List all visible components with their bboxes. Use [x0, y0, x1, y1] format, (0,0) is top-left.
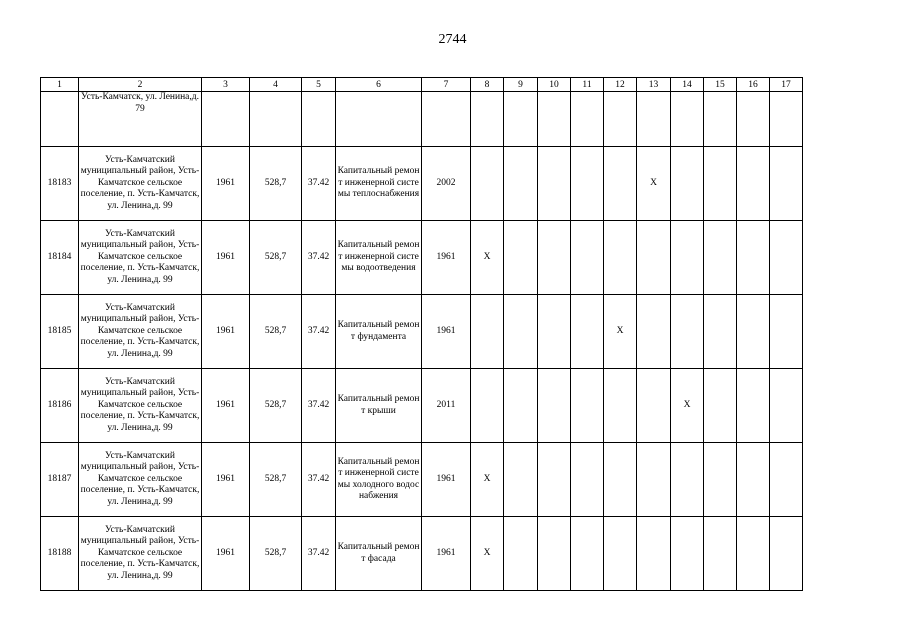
cell-mark: X — [604, 295, 637, 369]
cell-empty — [770, 221, 803, 295]
cell-empty — [704, 295, 737, 369]
cell-id: 18185 — [41, 295, 79, 369]
cell-empty — [637, 92, 671, 147]
cell-year-built: 1961 — [202, 369, 250, 443]
cell-address: Усть-Камчатский муниципальный район, Усть-Камчатское сельское поселение, п. Усть-Камчатск, ул. Ленина,д. 99 — [79, 517, 202, 591]
column-number: 13 — [637, 78, 671, 92]
column-number: 12 — [604, 78, 637, 92]
cell-year-repair: 1961 — [422, 295, 471, 369]
column-number: 3 — [202, 78, 250, 92]
cell-empty — [770, 295, 803, 369]
cell-wear: 37.42 — [302, 221, 336, 295]
table-row — [41, 147, 803, 221]
table-body — [41, 78, 803, 591]
cell-empty — [770, 92, 803, 147]
cell-empty — [604, 221, 637, 295]
cell-empty — [704, 92, 737, 147]
cell-empty — [637, 221, 671, 295]
cell-empty — [737, 295, 770, 369]
cell-empty — [571, 295, 604, 369]
cell-id: 18186 — [41, 369, 79, 443]
cell-empty — [737, 517, 770, 591]
cell-area: 528,7 — [250, 369, 302, 443]
column-number: 15 — [704, 78, 737, 92]
cell-empty — [471, 147, 504, 221]
cell-wear: 37.42 — [302, 369, 336, 443]
cell-empty — [604, 147, 637, 221]
cell-address: Усть-Камчатский муниципальный район, Усть-Камчатское сельское поселение, п. Усть-Камчатск, ул. Ленина,д. 99 — [79, 443, 202, 517]
cell-area: 528,7 — [250, 295, 302, 369]
cell-mark: X — [637, 147, 671, 221]
cell-empty — [770, 369, 803, 443]
cell-empty — [504, 295, 538, 369]
column-number: 4 — [250, 78, 302, 92]
cell-mark: X — [471, 443, 504, 517]
column-number: 10 — [538, 78, 571, 92]
cell-empty — [737, 147, 770, 221]
cell-address: Усть-Камчатский муниципальный район, Усть-Камчатское сельское поселение, п. Усть-Камчатск, ул. Ленина,д. 99 — [79, 369, 202, 443]
cell-work: Капитальный ремонт инженерной системы холодного водоснабжения — [336, 443, 422, 517]
cell-empty — [504, 147, 538, 221]
cell-work: Капитальный ремонт инженерной системы теплоснабжения — [336, 147, 422, 221]
continued-row — [41, 92, 803, 147]
column-number: 5 — [302, 78, 336, 92]
cell-empty — [604, 443, 637, 517]
cell-empty — [737, 221, 770, 295]
cell-empty — [637, 517, 671, 591]
cell-address: Усть-Камчатск, ул. Ленина,д. 79 — [79, 92, 202, 147]
column-number: 1 — [41, 78, 79, 92]
cell-empty — [704, 147, 737, 221]
cell-empty — [704, 221, 737, 295]
cell-id: 18188 — [41, 517, 79, 591]
cell-address: Усть-Камчатский муниципальный район, Усть-Камчатское сельское поселение, п. Усть-Камчатск, ул. Ленина,д. 99 — [79, 295, 202, 369]
cell-empty — [770, 517, 803, 591]
cell-mark: X — [471, 221, 504, 295]
cell-year-built: 1961 — [202, 443, 250, 517]
page-number: 2744 — [438, 32, 467, 47]
cell-id: 18187 — [41, 443, 79, 517]
cell-empty — [422, 92, 471, 147]
column-number: 14 — [671, 78, 704, 92]
cell-work: Капитальный ремонт крыши — [336, 369, 422, 443]
cell-work: Капитальный ремонт фундамента — [336, 295, 422, 369]
cell-empty — [737, 92, 770, 147]
cell-empty — [737, 369, 770, 443]
cell-empty — [571, 221, 604, 295]
cell-area: 528,7 — [250, 147, 302, 221]
cell-empty — [604, 92, 637, 147]
cell-empty — [571, 369, 604, 443]
cell-work: Капитальный ремонт инженерной системы водоотведения — [336, 221, 422, 295]
cell-empty — [737, 443, 770, 517]
cell-empty — [302, 92, 336, 147]
cell-empty — [671, 443, 704, 517]
column-number: 6 — [336, 78, 422, 92]
cell-empty — [671, 147, 704, 221]
cell-empty — [637, 295, 671, 369]
cell-empty — [538, 221, 571, 295]
cell-empty — [704, 369, 737, 443]
cell-work: Капитальный ремонт фасада — [336, 517, 422, 591]
cell-empty — [770, 443, 803, 517]
cell-year-built: 1961 — [202, 517, 250, 591]
cell-wear: 37.42 — [302, 443, 336, 517]
table-row — [41, 221, 803, 295]
cell-empty — [538, 517, 571, 591]
cell-empty — [671, 517, 704, 591]
cell-empty — [538, 443, 571, 517]
column-number: 2 — [79, 78, 202, 92]
cell-empty — [538, 295, 571, 369]
table-row — [41, 295, 803, 369]
cell-empty — [704, 517, 737, 591]
cell-year-built: 1961 — [202, 147, 250, 221]
cell-empty — [637, 369, 671, 443]
cell-address: Усть-Камчатский муниципальный район, Усть-Камчатское сельское поселение, п. Усть-Камчатск, ул. Ленина,д. 99 — [79, 221, 202, 295]
cell-year-repair: 2011 — [422, 369, 471, 443]
cell-year-repair: 2002 — [422, 147, 471, 221]
cell-empty — [504, 92, 538, 147]
cell-empty — [571, 443, 604, 517]
column-number: 17 — [770, 78, 803, 92]
cell-empty — [604, 517, 637, 591]
cell-empty — [770, 147, 803, 221]
cell-empty — [571, 517, 604, 591]
cell-empty — [604, 369, 637, 443]
cell-wear: 37.42 — [302, 295, 336, 369]
cell-area: 528,7 — [250, 221, 302, 295]
cell-empty — [504, 221, 538, 295]
cell-empty — [671, 295, 704, 369]
column-number: 11 — [571, 78, 604, 92]
cell-empty — [504, 443, 538, 517]
cell-empty — [671, 92, 704, 147]
cell-empty — [504, 369, 538, 443]
cell-wear: 37.42 — [302, 517, 336, 591]
column-number: 9 — [504, 78, 538, 92]
cell-empty — [471, 369, 504, 443]
cell-area: 528,7 — [250, 443, 302, 517]
cell-area: 528,7 — [250, 517, 302, 591]
cell-empty — [571, 147, 604, 221]
cell-empty — [202, 92, 250, 147]
cell-empty — [538, 147, 571, 221]
cell-empty — [41, 92, 79, 147]
cell-empty — [471, 295, 504, 369]
cell-empty — [637, 443, 671, 517]
cell-mark: X — [471, 517, 504, 591]
cell-empty — [504, 517, 538, 591]
register-table — [40, 77, 803, 591]
column-number: 8 — [471, 78, 504, 92]
cell-id: 18184 — [41, 221, 79, 295]
cell-year-repair: 1961 — [422, 443, 471, 517]
cell-empty — [571, 92, 604, 147]
cell-year-repair: 1961 — [422, 517, 471, 591]
table-row — [41, 369, 803, 443]
cell-wear: 37.42 — [302, 147, 336, 221]
cell-mark: X — [671, 369, 704, 443]
cell-address: Усть-Камчатский муниципальный район, Усть-Камчатское сельское поселение, п. Усть-Камчатск, ул. Ленина,д. 99 — [79, 147, 202, 221]
column-number: 16 — [737, 78, 770, 92]
cell-empty — [538, 369, 571, 443]
table-row — [41, 443, 803, 517]
cell-empty — [471, 92, 504, 147]
cell-year-repair: 1961 — [422, 221, 471, 295]
column-number-row — [41, 78, 803, 92]
cell-year-built: 1961 — [202, 295, 250, 369]
cell-empty — [336, 92, 422, 147]
cell-year-built: 1961 — [202, 221, 250, 295]
table-row — [41, 517, 803, 591]
cell-empty — [704, 443, 737, 517]
cell-empty — [671, 221, 704, 295]
column-number: 7 — [422, 78, 471, 92]
cell-empty — [250, 92, 302, 147]
cell-id: 18183 — [41, 147, 79, 221]
cell-empty — [538, 92, 571, 147]
